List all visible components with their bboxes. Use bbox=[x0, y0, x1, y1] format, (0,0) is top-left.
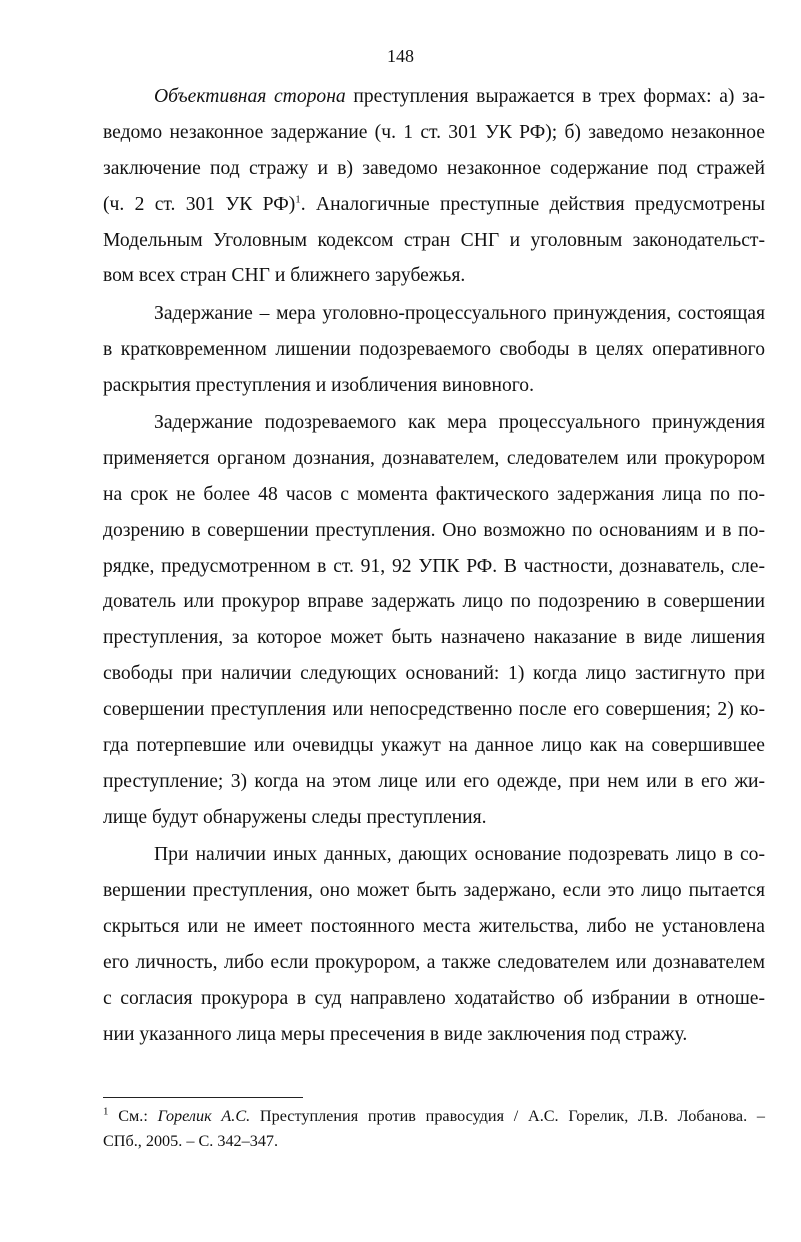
text-line: заключение под стражу и в) заведомо незаконное содержание под стражей bbox=[103, 157, 765, 179]
paragraph-detention-definition bbox=[103, 296, 765, 404]
text-line: дователь или прокурор вправе задержать лицо по подозрению в совершении bbox=[103, 591, 765, 613]
text-line: совершении преступления или непосредственно после его совершения; 2) ко- bbox=[103, 699, 765, 721]
text-line: Задержание – мера уголовно-процессуального принуждения, состоящая bbox=[154, 302, 765, 324]
page-number: 148 bbox=[387, 46, 414, 66]
line-text: . Аналогичные преступные действия предусмотрены bbox=[300, 193, 765, 215]
text-line: нии указанного лица меры пресечения в виде заключения под стражу. bbox=[103, 1023, 688, 1045]
text-line: вом всех стран СНГ и ближнего зарубежья. bbox=[103, 265, 466, 287]
footnote bbox=[103, 1104, 765, 1154]
text-line bbox=[103, 187, 765, 223]
text-line: Задержание подозреваемого как мера процессуального принуждения bbox=[154, 412, 765, 434]
text-line: скрыться или не имеет постоянного места жительства, либо не установлена bbox=[103, 915, 765, 937]
text-line: гда потерпевшие или очевидцы укажут на данное лицо как на совершившее bbox=[103, 735, 765, 757]
footnote-author: Горелик А.С. bbox=[157, 1107, 251, 1125]
line-text: (ч. 2 ст. 301 УК РФ) bbox=[103, 193, 296, 215]
line-text: преступления выражается в трех формах: а) за- bbox=[345, 86, 765, 107]
text-line: Модельным Уголовным кодексом стран СНГ и уголовным законодательст- bbox=[103, 229, 765, 251]
paragraph-other-grounds bbox=[103, 837, 765, 1052]
paragraph-detention-procedure bbox=[103, 405, 765, 836]
footnote-line bbox=[103, 1104, 765, 1129]
footnote-title: Преступления против правосудия / А.С. Горелик, Л.В. Лобанова. – bbox=[250, 1107, 766, 1125]
text-line: на срок не более 48 часов с момента фактического задержания лица по по- bbox=[103, 483, 765, 505]
text-line: преступление; 3) когда на этом лице или его одежде, при нем или в его жи- bbox=[103, 770, 765, 792]
text-line: ведомо незаконное задержание (ч. 1 ст. 301 УК РФ); б) заведомо незаконное bbox=[103, 121, 765, 143]
text-line: свободы при наличии следующих оснований: 1) когда лицо застигнуто при bbox=[103, 663, 765, 685]
text-line: лище будут обнаружены следы преступления. bbox=[103, 806, 487, 828]
italic-term: Объективная сторона bbox=[154, 86, 346, 107]
footnote-separator bbox=[103, 1097, 303, 1098]
text-line: раскрытия преступления и изобличения виновного. bbox=[103, 374, 535, 396]
text-line: вершении преступления, оно может быть задержано, если это лицо пытается bbox=[103, 880, 765, 902]
text-line: применяется органом дознания, дознавателем, следователем или прокурором bbox=[103, 447, 765, 469]
text-line: в кратковременном лишении подозреваемого свободы в целях оперативного bbox=[103, 338, 765, 360]
text-line: При наличии иных данных, дающих основание подозревать лицо в со- bbox=[154, 844, 765, 866]
paragraph-objective-side bbox=[103, 79, 765, 294]
text-line: дозрению в совершении преступления. Оно возможно по основаниям и в по- bbox=[103, 519, 765, 541]
footnote-reference: 1 bbox=[295, 193, 301, 206]
footnote-marker: 1 bbox=[103, 1105, 109, 1118]
body-text bbox=[103, 79, 765, 1053]
text-line: его личность, либо если прокурором, а также следователем или дознавателем bbox=[103, 951, 765, 973]
footnote-line: СПб., 2005. – С. 342–347. bbox=[103, 1132, 279, 1150]
text-line bbox=[103, 79, 765, 115]
text-line: преступления, за которое может быть назначено наказание в виде лишения bbox=[103, 627, 765, 649]
text-line: с согласия прокурора в суд направлено ходатайство об избрании в отноше- bbox=[103, 987, 765, 1009]
footnote-prefix: См.: bbox=[108, 1107, 158, 1125]
text-line: рядке, предусмотренном в ст. 91, 92 УПК РФ. В частности, дознаватель, сле- bbox=[103, 555, 765, 577]
